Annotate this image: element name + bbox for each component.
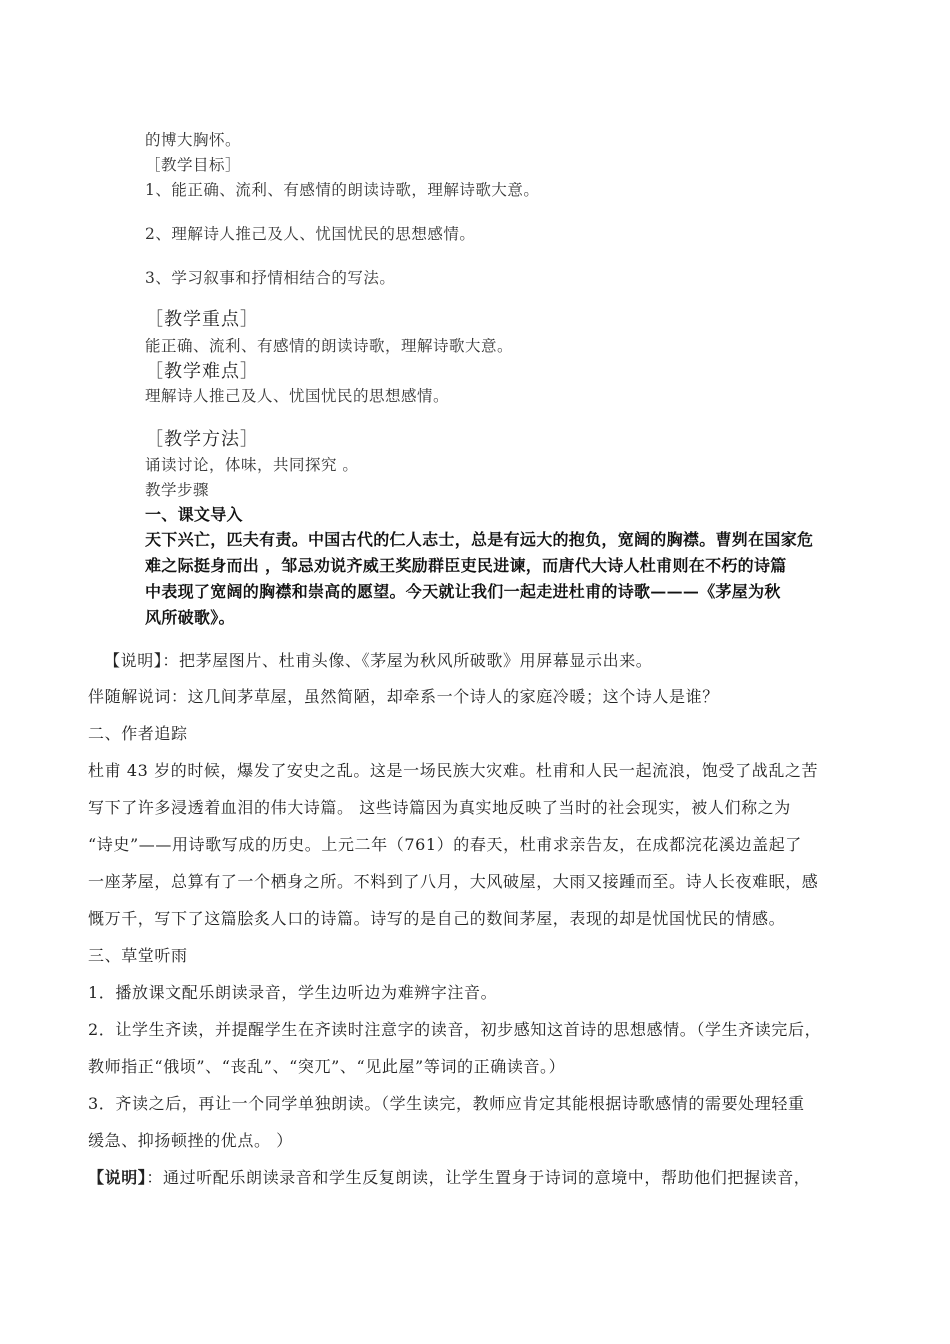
goal-item: 2、理解诗人推己及人、忧国忧民的思想感情。 [145,225,476,243]
note-line [88,1165,810,1188]
step-item: 3．齐读之后，再让一个同学单独朗读。（学生读完，教师应肯定其能根据诗歌感情的需要处理轻重 [88,1094,805,1113]
narration-text: 伴随解说词：这几间茅草屋，虽然简陋，却牵系一个诗人的家庭冷暖；这个诗人是谁？ [88,687,719,706]
focus-text: 能正确、流利、有感情的朗读诗歌，理解诗歌大意。 [145,337,514,355]
step-item: 2．让学生齐读，并提醒学生在齐读时注意字的读音，初步感知这首诗的思想感情。（学生齐读完后， [88,1020,822,1039]
note-text: ：通过听配乐朗读录音和学生反复朗读，让学生置身于诗词的意境中，帮助他们把握读音， [146,1168,811,1187]
goal-item: 1、能正确、流利、有感情的朗读诗歌，理解诗歌大意。 [145,181,540,199]
intro-paragraph-line: 难之际挺身而出 ，邹忌劝说齐威王奖励群臣吏民进谏，而唐代大诗人杜甫则在不朽的诗篇 [145,556,787,575]
step-item-continued: 教师指正“俄顷”、“丧乱”、“突兀”、“见此屋”等词的正确读音。） [88,1057,566,1076]
intro-paragraph-line: 风所破歌》。 [145,608,235,627]
author-paragraph-line: 写下了许多浸透着血泪的伟大诗篇。 这些诗篇因为真实地反映了当时的社会现实，被人们称之为 [88,798,791,817]
author-paragraph-line: 慨万千，写下了这篇脍炙人口的诗篇。诗写的是自己的数间茅屋，表现的却是忧国忧民的情感。 [88,909,786,928]
author-paragraph-line: 一座茅屋，总算有了一个栖身之所。不料到了八月，大风破屋，大雨又接踵而至。诗人长夜难眠，感 [88,872,819,891]
text-line: 的博大胸怀。 [145,131,242,149]
goals-header: ［教学目标］ [145,156,242,174]
goal-item: 3、学习叙事和抒情相结合的写法。 [145,269,396,287]
difficulty-header: ［教学难点］ [145,361,259,382]
focus-header: ［教学重点］ [145,309,259,330]
intro-paragraph-line: 中表现了宽阔的胸襟和崇高的愿望。今天就让我们一起走进杜甫的诗歌———《茅屋为秋 [145,582,781,601]
section-heading-listen: 三、草堂听雨 [88,946,188,965]
author-paragraph-line: 杜甫 43 岁的时候，爆发了安史之乱。这是一场民族大灾难。杜甫和人民一起流浪，饱受了战乱之苦 [88,761,819,780]
note-text: 【说明】：把茅屋图片、杜甫头像、《茅屋为秋风所破歌》用屏幕显示出来。 [104,651,653,670]
method-text: 诵读讨论，体味，共同探究 。 [145,456,359,474]
method-header: ［教学方法］ [145,429,259,450]
steps-label: 教学步骤 [145,481,210,499]
step-item: 1．播放课文配乐朗读录音，学生边听边为难辨字注音。 [88,983,498,1002]
note-label: 【说明】 [88,1168,147,1187]
step-item-continued: 缓急、抑扬顿挫的优点。 ） [88,1131,293,1150]
difficulty-text: 理解诗人推己及人、忧国忧民的思想感情。 [145,387,450,405]
intro-heading: 一、课文导入 [145,505,243,524]
author-paragraph-line: “诗史”——用诗歌写成的历史。上元二年（761）的春天，杜甫求亲告友，在成都浣花溪边盖起了 [88,835,802,854]
section-heading-author: 二、作者追踪 [88,724,188,743]
intro-paragraph-line: 天下兴亡，匹夫有责。中国古代的仁人志士，总是有远大的抱负，宽阔的胸襟。曹刿在国家危 [145,530,814,549]
